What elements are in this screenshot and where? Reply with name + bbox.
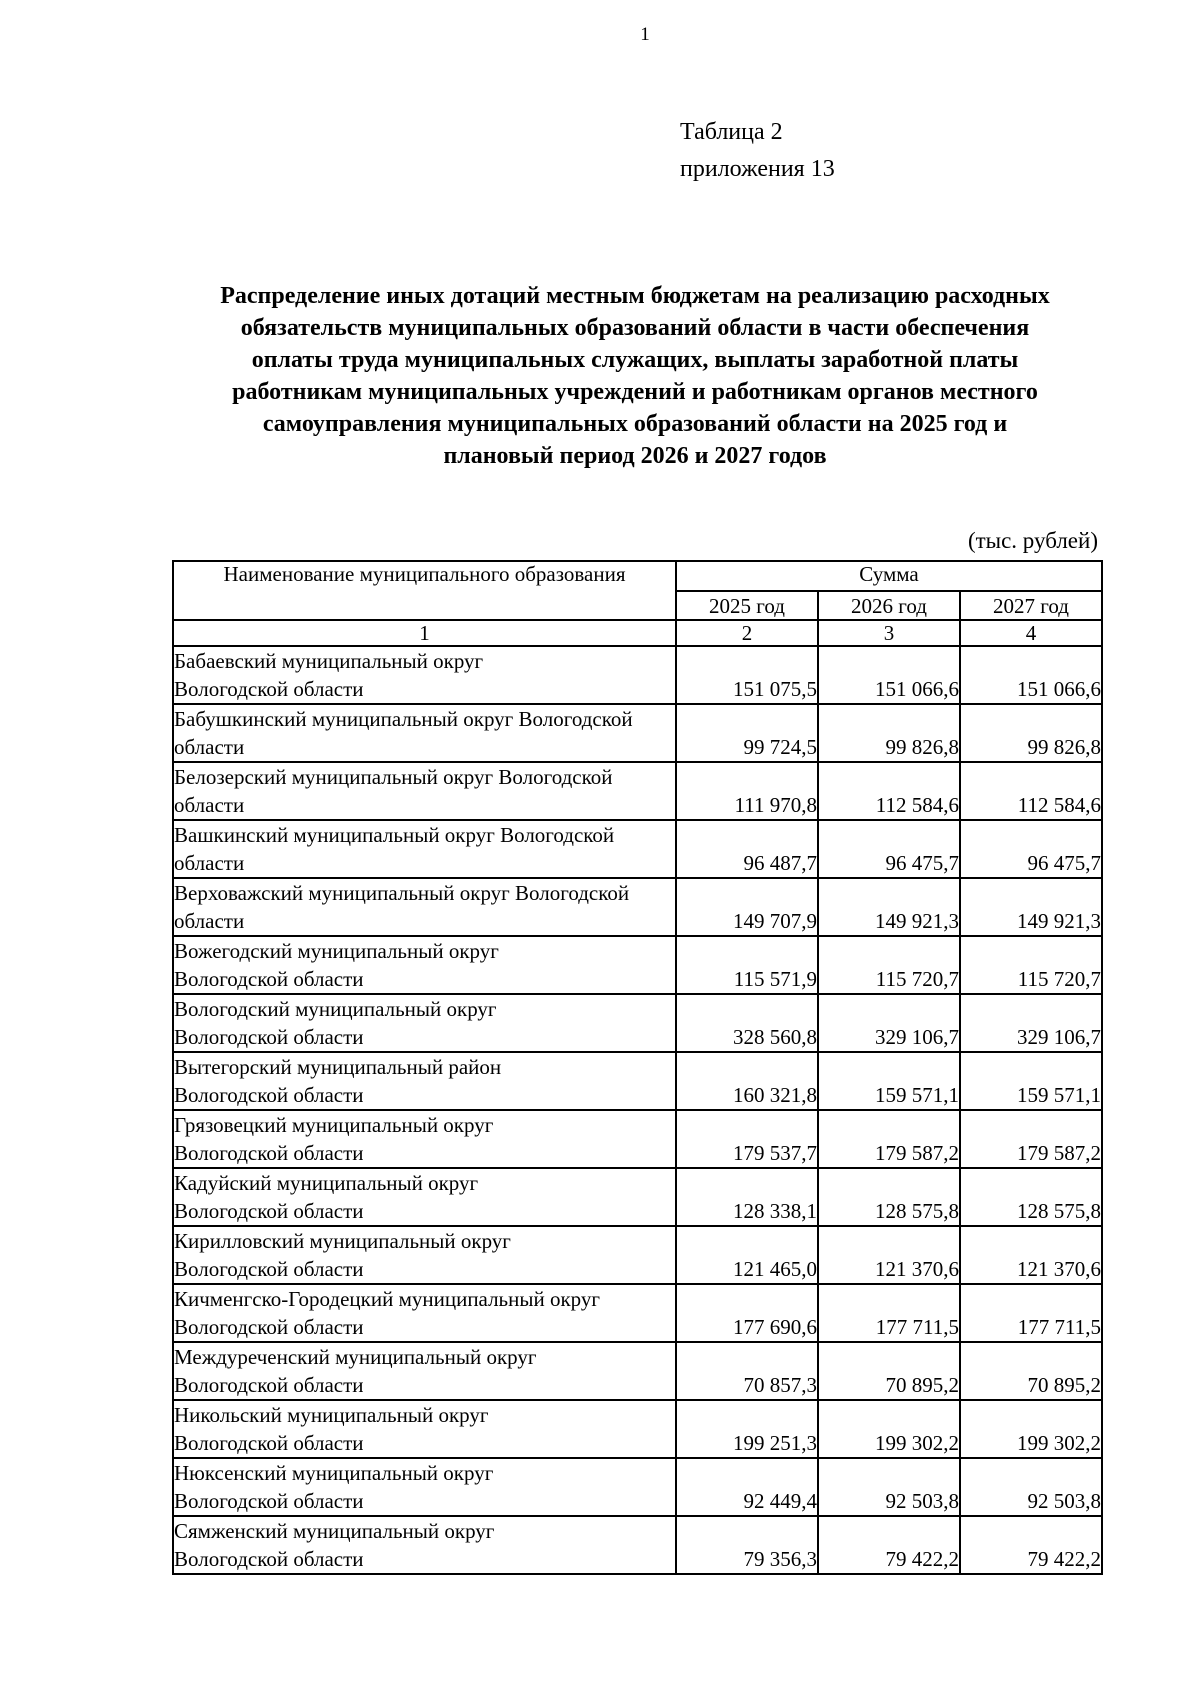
amount-2025: 92 449,4 — [676, 1458, 818, 1516]
column-number: 1 — [173, 620, 676, 646]
municipality-name-line: Вологодской области — [174, 1315, 364, 1339]
amount-2027: 70 895,2 — [960, 1342, 1102, 1400]
amount-2026: 128 575,8 — [818, 1168, 960, 1226]
municipality-name-line: области — [174, 793, 245, 817]
title-line: обязательств муниципальных образований области в части обеспечения — [240, 315, 1030, 341]
amount-2026: 151 066,6 — [818, 646, 960, 704]
table-row — [173, 1052, 1102, 1110]
municipality-name-line: Вытегорский муниципальный район — [174, 1055, 502, 1079]
header-sum: Сумма — [676, 561, 1102, 591]
table-row — [173, 704, 1102, 762]
table-row — [173, 878, 1102, 936]
amount-2026: 112 584,6 — [818, 762, 960, 820]
amount-2027: 99 826,8 — [960, 704, 1102, 762]
municipality-name-line: Вологодской области — [174, 1373, 364, 1397]
amount-2026: 115 720,7 — [818, 936, 960, 994]
municipality-name-line: Вологодской области — [174, 1489, 364, 1513]
municipality-name — [173, 646, 676, 704]
table-row — [173, 1400, 1102, 1458]
amount-2025: 160 321,8 — [676, 1052, 818, 1110]
title-line: Распределение иных дотаций местным бюджетам на реализацию расходных — [220, 283, 1050, 309]
municipality-name-line: Нюксенский муниципальный округ — [174, 1461, 494, 1485]
municipality-name-line: Грязовецкий муниципальный округ — [174, 1113, 494, 1137]
municipality-name-line: Вологодской области — [174, 1025, 364, 1049]
municipality-name-line: области — [174, 735, 245, 759]
amount-2027: 199 302,2 — [960, 1400, 1102, 1458]
municipality-name-line: Вашкинский муниципальный округ Вологодской — [174, 823, 615, 847]
table-reference-line-2: приложения 13 — [680, 156, 835, 182]
amount-2027: 92 503,8 — [960, 1458, 1102, 1516]
amount-2027: 79 422,2 — [960, 1516, 1102, 1574]
title-line: оплаты труда муниципальных служащих, выплаты заработной платы — [251, 347, 1019, 373]
amount-2025: 79 356,3 — [676, 1516, 818, 1574]
municipality-name-line: Вологодской области — [174, 1083, 364, 1107]
amount-2027: 159 571,1 — [960, 1052, 1102, 1110]
municipality-name-line: Кичменгско-Городецкий муниципальный округ — [174, 1287, 600, 1311]
units-label: (тыс. рублей) — [967, 528, 1098, 553]
document-title — [170, 280, 1100, 472]
amount-2027: 112 584,6 — [960, 762, 1102, 820]
page-number: 1 — [640, 24, 650, 45]
municipality-name — [173, 1168, 676, 1226]
amount-2027: 177 711,5 — [960, 1284, 1102, 1342]
title-line: самоуправления муниципальных образований области на 2025 год и — [262, 411, 1008, 437]
table-row — [173, 1168, 1102, 1226]
municipality-name-line: Вожегодский муниципальный округ — [174, 939, 499, 963]
amount-2025: 115 571,9 — [676, 936, 818, 994]
municipality-name — [173, 1052, 676, 1110]
title-line: плановый период 2026 и 2027 годов — [443, 443, 827, 469]
municipality-name-line: Вологодской области — [174, 677, 364, 701]
amount-2027: 121 370,6 — [960, 1226, 1102, 1284]
municipality-name — [173, 1342, 676, 1400]
municipality-name — [173, 878, 676, 936]
municipality-name-line: Бабаевский муниципальный округ — [174, 649, 484, 673]
amount-2026: 99 826,8 — [818, 704, 960, 762]
amount-2026: 79 422,2 — [818, 1516, 960, 1574]
amount-2025: 149 707,9 — [676, 878, 818, 936]
municipality-name-line: Вологодской области — [174, 1257, 364, 1281]
municipality-name-line: Белозерский муниципальный округ Вологодской — [174, 765, 613, 789]
amount-2026: 177 711,5 — [818, 1284, 960, 1342]
column-number: 2 — [676, 620, 818, 646]
amount-2025: 99 724,5 — [676, 704, 818, 762]
table-row — [173, 994, 1102, 1052]
column-number: 3 — [818, 620, 960, 646]
table-row — [173, 762, 1102, 820]
municipality-name-line: Верховажский муниципальный округ Вологодской — [174, 881, 630, 905]
municipality-name-line: Вологодской области — [174, 1547, 364, 1571]
amount-2026: 96 475,7 — [818, 820, 960, 878]
municipality-name-line: Бабушкинский муниципальный округ Вологодской — [174, 707, 633, 731]
municipality-name — [173, 1226, 676, 1284]
table-reference — [680, 114, 835, 188]
municipality-name — [173, 994, 676, 1052]
municipality-name — [173, 1110, 676, 1168]
table-row — [173, 1458, 1102, 1516]
municipality-name-line: Кирилловский муниципальный округ — [174, 1229, 511, 1253]
table-row — [173, 1284, 1102, 1342]
amount-2025: 128 338,1 — [676, 1168, 818, 1226]
municipality-name-line: Вологодский муниципальный округ — [174, 997, 497, 1021]
table-row — [173, 1516, 1102, 1574]
municipality-name-line: Сямженский муниципальный округ — [174, 1519, 495, 1543]
municipality-name-line: области — [174, 909, 245, 933]
municipality-name — [173, 1458, 676, 1516]
municipality-name — [173, 1516, 676, 1574]
amount-2025: 70 857,3 — [676, 1342, 818, 1400]
amount-2026: 159 571,1 — [818, 1052, 960, 1110]
amount-2025: 328 560,8 — [676, 994, 818, 1052]
header-year-2027: 2027 год — [960, 591, 1102, 620]
table-body — [173, 646, 1102, 1574]
amount-2027: 329 106,7 — [960, 994, 1102, 1052]
amount-2026: 121 370,6 — [818, 1226, 960, 1284]
table-reference-line-1: Таблица 2 — [680, 119, 783, 145]
amount-2027: 96 475,7 — [960, 820, 1102, 878]
amount-2027: 149 921,3 — [960, 878, 1102, 936]
amount-2025: 121 465,0 — [676, 1226, 818, 1284]
table-row — [173, 1342, 1102, 1400]
municipality-name — [173, 1284, 676, 1342]
title-line: работникам муниципальных учреждений и работникам органов местного — [232, 379, 1038, 405]
amount-2025: 179 537,7 — [676, 1110, 818, 1168]
municipality-name-line: Вологодской области — [174, 1199, 364, 1223]
amount-2026: 199 302,2 — [818, 1400, 960, 1458]
amount-2027: 179 587,2 — [960, 1110, 1102, 1168]
amount-2027: 151 066,6 — [960, 646, 1102, 704]
municipality-name-line: Вологодской области — [174, 1431, 364, 1455]
amount-2025: 151 075,5 — [676, 646, 818, 704]
municipality-name — [173, 936, 676, 994]
amount-2026: 70 895,2 — [818, 1342, 960, 1400]
table-row — [173, 820, 1102, 878]
municipality-name — [173, 820, 676, 878]
table-row — [173, 646, 1102, 704]
amount-2025: 177 690,6 — [676, 1284, 818, 1342]
amount-2026: 329 106,7 — [818, 994, 960, 1052]
amount-2026: 149 921,3 — [818, 878, 960, 936]
table-row — [173, 1226, 1102, 1284]
municipality-name-line: Никольский муниципальный округ — [174, 1403, 489, 1427]
amount-2026: 179 587,2 — [818, 1110, 960, 1168]
municipality-name — [173, 762, 676, 820]
municipality-name-line: Вологодской области — [174, 967, 364, 991]
municipality-name — [173, 704, 676, 762]
amount-2025: 96 487,7 — [676, 820, 818, 878]
amount-2025: 199 251,3 — [676, 1400, 818, 1458]
amount-2027: 128 575,8 — [960, 1168, 1102, 1226]
subsidy-table — [172, 560, 1103, 1575]
table-row — [173, 936, 1102, 994]
amount-2027: 115 720,7 — [960, 936, 1102, 994]
amount-2025: 111 970,8 — [676, 762, 818, 820]
municipality-name-line: Кадуйский муниципальный округ — [174, 1171, 479, 1195]
amount-2026: 92 503,8 — [818, 1458, 960, 1516]
column-number: 4 — [960, 620, 1102, 646]
municipality-name-line: Междуреченский муниципальный округ — [174, 1345, 537, 1369]
table-row — [173, 1110, 1102, 1168]
header-year-2026: 2026 год — [818, 591, 960, 620]
municipality-name-line: Вологодской области — [174, 1141, 364, 1165]
header-year-2025: 2025 год — [676, 591, 818, 620]
municipality-name — [173, 1400, 676, 1458]
municipality-name-line: области — [174, 851, 245, 875]
header-name: Наименование муниципального образования — [173, 561, 676, 620]
